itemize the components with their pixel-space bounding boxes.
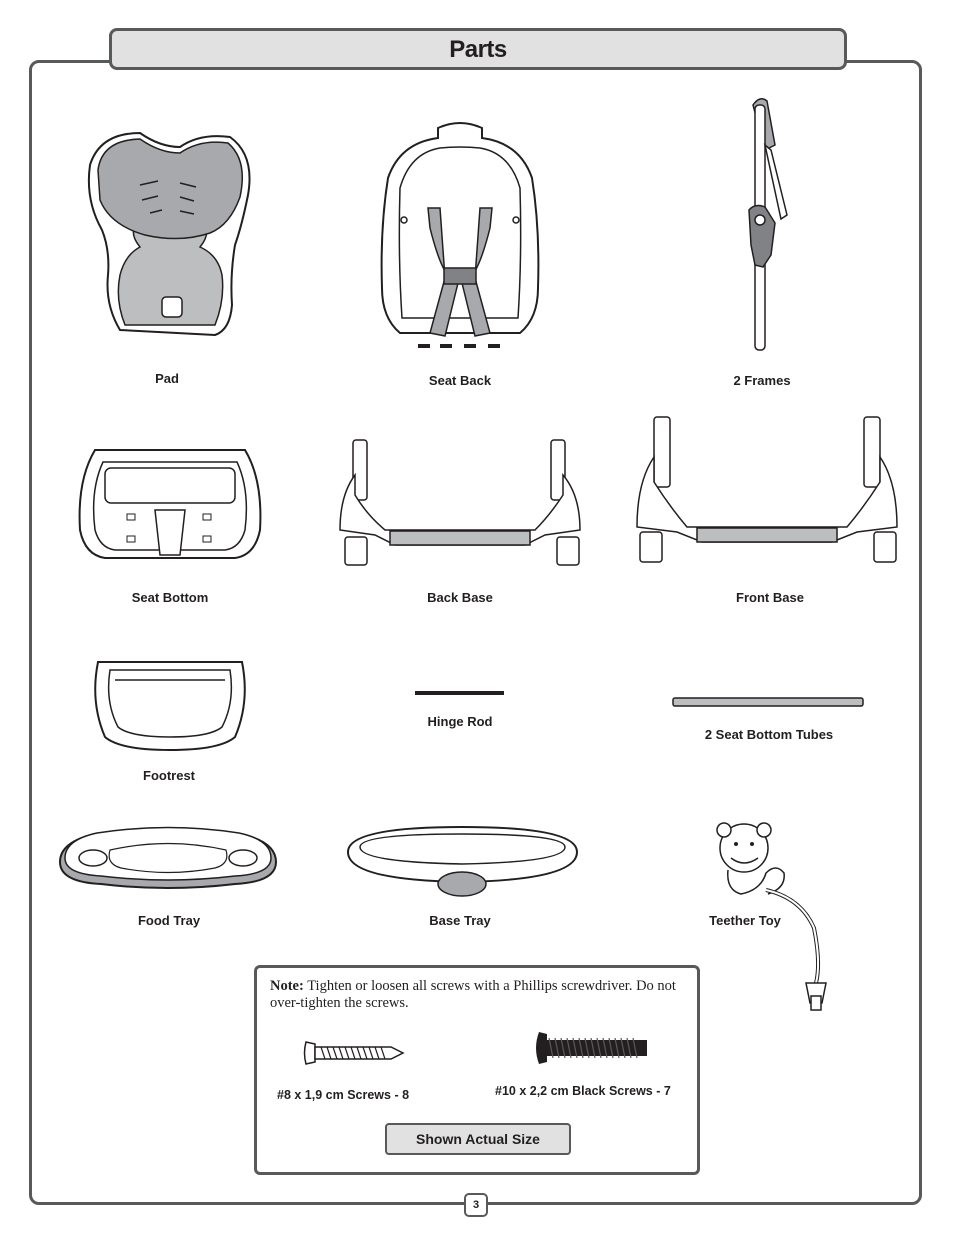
label-frames: 2 Frames bbox=[733, 373, 791, 388]
pad-illustration bbox=[80, 125, 260, 345]
back-base-illustration bbox=[335, 435, 585, 570]
shown-actual-size-badge: Shown Actual Size bbox=[385, 1123, 571, 1155]
label-base-tray: Base Tray bbox=[429, 913, 491, 928]
label-food-tray: Food Tray bbox=[137, 913, 201, 928]
base-tray-illustration bbox=[340, 822, 585, 897]
note-body: Tighten or loosen all screws with a Phillips screwdriver. Do not over-tighten the screws. bbox=[270, 978, 676, 1011]
note-text bbox=[270, 978, 690, 1012]
footrest-illustration bbox=[90, 652, 250, 752]
label-seat-back: Seat Back bbox=[428, 373, 492, 388]
seat-bottom-tubes-illustration bbox=[672, 697, 866, 709]
screw-8-illustration bbox=[301, 1038, 411, 1068]
food-tray-illustration bbox=[55, 822, 281, 892]
screw-10-label: #10 x 2,2 cm Black Screws - 7 bbox=[495, 1084, 671, 1098]
screw-8-label: #8 x 1,9 cm Screws - 8 bbox=[277, 1088, 410, 1102]
title-bar bbox=[109, 28, 847, 70]
page-title: Parts bbox=[449, 36, 507, 63]
seat-back-illustration bbox=[370, 118, 550, 354]
seat-bottom-illustration bbox=[75, 440, 265, 570]
label-pad: Pad bbox=[155, 371, 179, 386]
frames-illustration bbox=[735, 95, 795, 355]
page-number: 3 bbox=[464, 1193, 488, 1217]
label-front-base: Front Base bbox=[736, 590, 804, 605]
hinge-rod-illustration bbox=[415, 690, 505, 698]
note-box bbox=[254, 965, 700, 1175]
label-seat-bottom: Seat Bottom bbox=[131, 590, 209, 605]
note-label: Note: bbox=[270, 978, 304, 994]
label-seat-bottom-tubes: 2 Seat Bottom Tubes bbox=[704, 727, 834, 742]
label-hinge-rod: Hinge Rod bbox=[427, 714, 493, 729]
front-base-illustration bbox=[632, 412, 902, 567]
label-back-base: Back Base bbox=[427, 590, 493, 605]
screw-10-illustration bbox=[531, 1030, 651, 1066]
label-footrest: Footrest bbox=[143, 768, 195, 783]
label-teether-toy: Teether Toy bbox=[709, 913, 781, 928]
